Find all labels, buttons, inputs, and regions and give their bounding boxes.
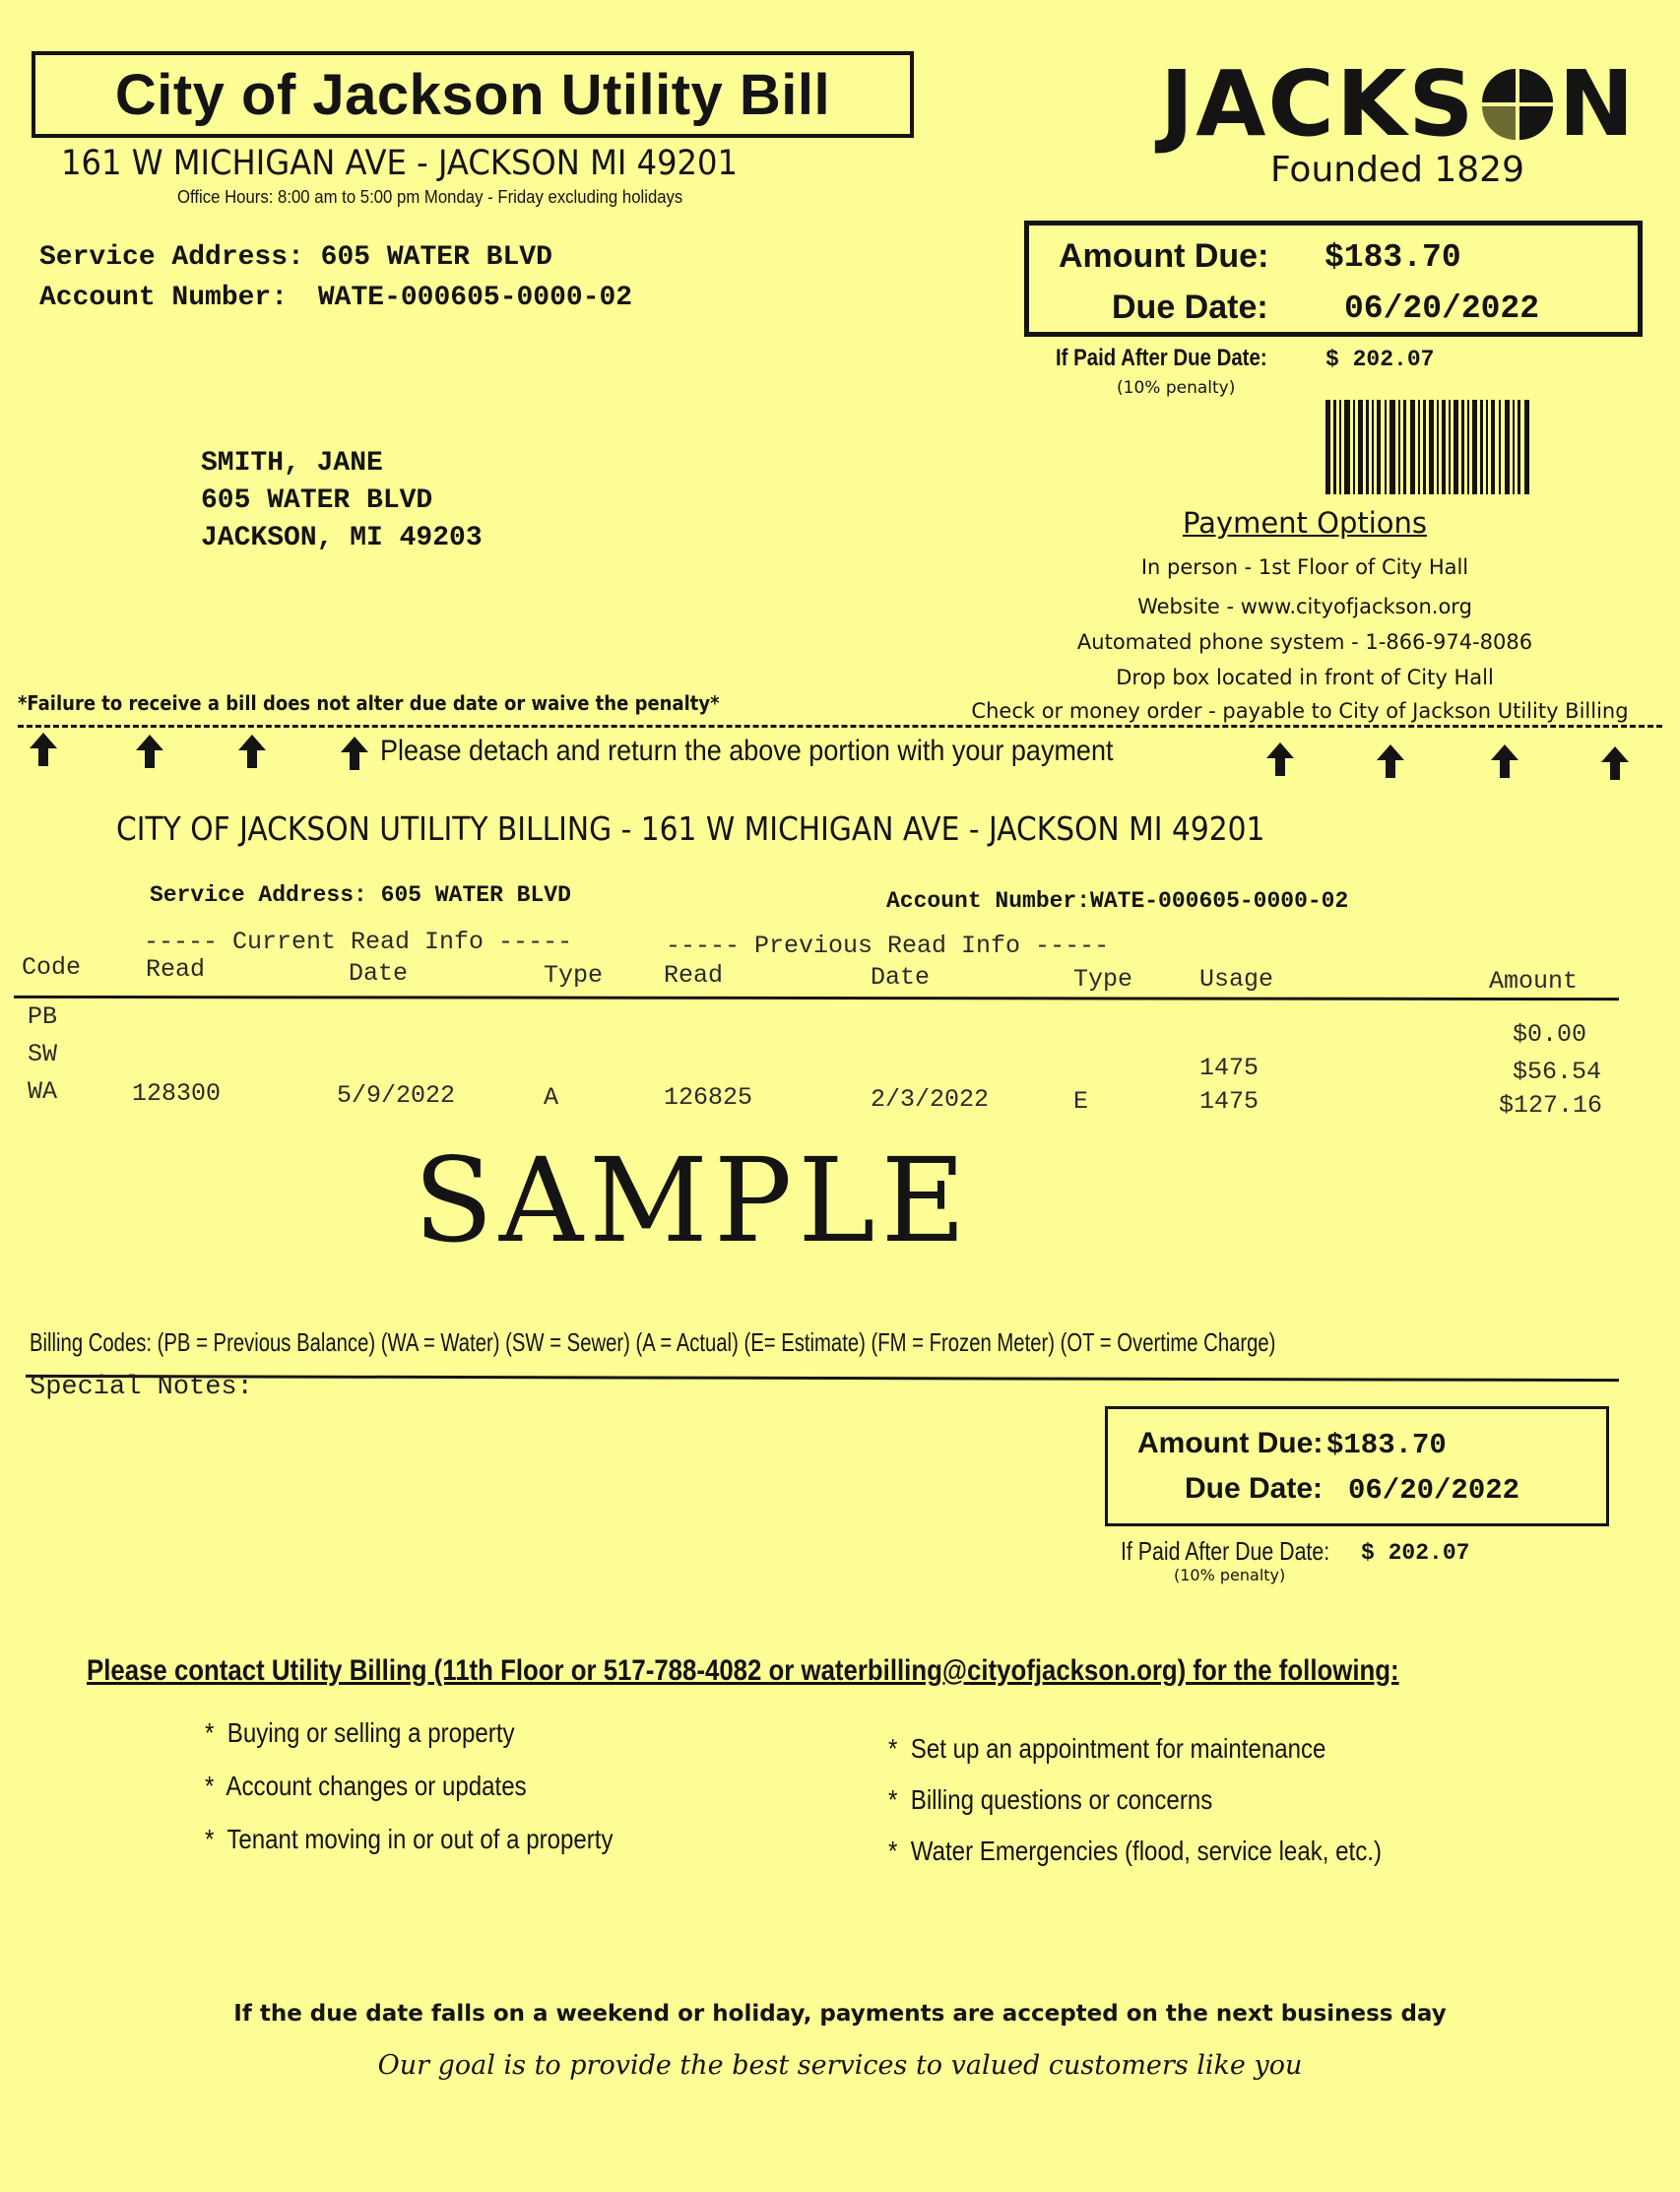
col-usage: Usage: [1199, 965, 1274, 994]
contact-item-text: Water Emergencies (flood, service leak, etc.): [910, 1836, 1382, 1866]
row-amount: $127.16: [1499, 1091, 1603, 1120]
contact-item-left: [205, 1771, 527, 1802]
row-code: PB: [28, 1002, 58, 1031]
service-slogan: Our goal is to provide the best services to valued customers like you: [377, 2050, 1303, 2081]
bullet-asterisk: *: [888, 1836, 898, 1866]
stub-account-number-label: Account Number:: [886, 888, 1091, 914]
account-number-value: WATE-000605-0000-02: [317, 283, 633, 313]
col-current-type: Type: [544, 961, 604, 990]
mailing-address: [201, 445, 483, 557]
bullet-asterisk: *: [888, 1784, 898, 1815]
arrow-up-icon: [1377, 744, 1404, 778]
logo-text-right: N: [1558, 51, 1637, 157]
bullet-asterisk: *: [205, 1717, 215, 1748]
contact-item-right: [888, 1836, 1382, 1867]
amount-due-box: [1024, 221, 1643, 337]
arrow-up-icon: [136, 735, 163, 768]
detach-perforation: [18, 725, 1662, 728]
bullet-asterisk: *: [888, 1733, 898, 1764]
col-previous-date: Date: [871, 963, 931, 992]
special-notes-label: Special Notes:: [30, 1373, 253, 1402]
previous-read-group-label: ----- Previous Read Info -----: [666, 932, 1110, 960]
arrow-up-icon: [1266, 742, 1294, 776]
stub-amount-due-box: [1105, 1406, 1609, 1526]
stub-late-fee-label: If Paid After Due Date:: [1121, 1536, 1330, 1566]
stub-due-date-label: Due Date:: [1185, 1472, 1324, 1505]
row-previous-type: E: [1073, 1087, 1089, 1116]
contact-item-text: Set up an appointment for maintenance: [910, 1733, 1326, 1764]
logo-quartered-circle-icon: [1480, 67, 1555, 142]
contact-item-right: [888, 1733, 1325, 1765]
office-hours: Office Hours: 8:00 am to 5:00 pm Monday - Friday excluding holidays: [177, 187, 683, 207]
stub-amount-due-value: $183.70: [1326, 1429, 1447, 1461]
col-current-date: Date: [349, 959, 409, 988]
arrow-up-icon: [30, 733, 57, 766]
bullet-asterisk: *: [205, 1771, 215, 1801]
row-usage: 1475: [1199, 1054, 1260, 1082]
row-usage: 1475: [1199, 1087, 1260, 1116]
late-fee-value: $ 202.07: [1325, 347, 1435, 372]
arrow-up-icon: [1491, 744, 1518, 778]
row-previous-date: 2/3/2022: [871, 1085, 990, 1114]
arrow-up-icon: [238, 735, 266, 768]
payment-option-in-person: In person - 1st Floor of City Hall: [1140, 555, 1469, 579]
stub-service-address: [150, 882, 571, 908]
special-notes-rule: [26, 1375, 1619, 1382]
penalty-note: (10% penalty): [1117, 378, 1236, 398]
bullet-asterisk: *: [205, 1824, 215, 1854]
account-number-row: [39, 283, 632, 313]
col-code: Code: [22, 953, 82, 982]
mailing-city: JACKSON, MI 49203: [201, 523, 483, 553]
founded-year: Founded 1829: [1270, 150, 1524, 190]
payment-option-check: Check or money order - payable to City of Jackson Utility Billing: [971, 699, 1629, 723]
bill-title-box: [32, 51, 914, 138]
due-date-value: 06/20/2022: [1344, 290, 1540, 327]
row-current-read: 128300: [132, 1079, 222, 1108]
contact-item-text: Account changes or updates: [226, 1771, 527, 1801]
row-amount: $56.54: [1513, 1058, 1602, 1086]
row-code: WA: [28, 1077, 58, 1106]
row-amount: $0.00: [1513, 1020, 1587, 1049]
city-address: 161 W MICHIGAN AVE - JACKSON MI 49201: [61, 144, 739, 183]
detach-instruction: Please detach and return the above portion with your payment: [380, 735, 1114, 767]
stub-due-date-value: 06/20/2022: [1348, 1474, 1520, 1507]
payment-option-website[interactable]: Website - www.cityofjackson.org: [1137, 595, 1472, 618]
arrow-up-icon: [341, 737, 368, 770]
payment-option-phone: Automated phone system - 1-866-974-8086: [1076, 630, 1533, 654]
stub-amount-due-label: Amount Due:: [1137, 1427, 1324, 1459]
stub-late-fee-value: $ 202.07: [1361, 1540, 1470, 1566]
stub-account-number-value: WATE-000605-0000-02: [1090, 888, 1349, 914]
barcode: [1325, 400, 1534, 494]
weekend-holiday-note: If the due date falls on a weekend or holiday, payments are accepted on the next business day: [233, 2001, 1447, 2027]
contact-item-text: Buying or selling a property: [226, 1717, 515, 1748]
payment-options-title: Payment Options: [1182, 506, 1428, 540]
stub-service-address-value: 605 WATER BLVD: [380, 882, 571, 908]
current-read-group-label: ----- Current Read Info -----: [144, 928, 573, 956]
contact-item-text: Tenant moving in or out of a property: [226, 1824, 614, 1854]
col-amount: Amount: [1489, 967, 1579, 996]
stub-penalty-note: (10% penalty): [1174, 1566, 1286, 1584]
col-previous-read: Read: [664, 961, 724, 990]
payment-option-dropbox: Drop box located in front of City Hall: [1116, 666, 1494, 689]
amount-due-value: $183.70: [1325, 239, 1461, 276]
billing-codes-legend: Billing Codes: (PB = Previous Balance) (WA = Water) (SW = Sewer) (A = Actual) (E= Estimate) (FM = Frozen Meter) (OT = Overtime Charge): [30, 1327, 1276, 1357]
service-address-label: Service Address:: [39, 242, 304, 273]
contact-item-left: [205, 1717, 515, 1749]
contact-item-left: [205, 1824, 614, 1855]
service-address-row: [39, 242, 552, 273]
mailing-street: 605 WATER BLVD: [201, 485, 433, 516]
contact-utility-billing-title: Please contact Utility Billing (11th Floor or 517-788-4082 or waterbilling@cityofjackson.org) for the following:: [87, 1654, 1399, 1687]
stub-account-number: [886, 888, 1348, 914]
bill-title: City of Jackson Utility Bill: [114, 62, 831, 127]
service-address-value: 605 WATER BLVD: [320, 242, 552, 273]
row-previous-read: 126825: [664, 1083, 753, 1112]
amount-due-label: Amount Due:: [1059, 237, 1269, 275]
table-header-rule: [14, 996, 1619, 1000]
row-current-date: 5/9/2022: [337, 1081, 456, 1110]
arrow-up-icon: [1601, 746, 1629, 780]
sample-watermark: SAMPLE: [414, 1132, 972, 1268]
row-current-type: A: [544, 1083, 559, 1112]
row-code: SW: [28, 1040, 58, 1068]
jackson-logo: [1160, 51, 1637, 157]
customer-name: SMITH, JANE: [201, 448, 383, 479]
stub-heading: CITY OF JACKSON UTILITY BILLING - 161 W MICHIGAN AVE - JACKSON MI 49201: [116, 809, 1265, 848]
col-previous-type: Type: [1073, 965, 1133, 994]
contact-item-right: [888, 1784, 1212, 1816]
due-date-label: Due Date:: [1112, 289, 1268, 326]
col-current-read: Read: [146, 955, 206, 984]
logo-text-left: JACKS: [1160, 51, 1476, 157]
contact-item-text: Billing questions or concerns: [910, 1784, 1213, 1815]
failure-notice: *Failure to receive a bill does not alter due date or waive the penalty*: [18, 691, 720, 715]
late-fee-label: If Paid After Due Date:: [1056, 345, 1267, 371]
account-number-label: Account Number:: [39, 283, 289, 313]
stub-service-address-label: Service Address:: [150, 882, 367, 908]
